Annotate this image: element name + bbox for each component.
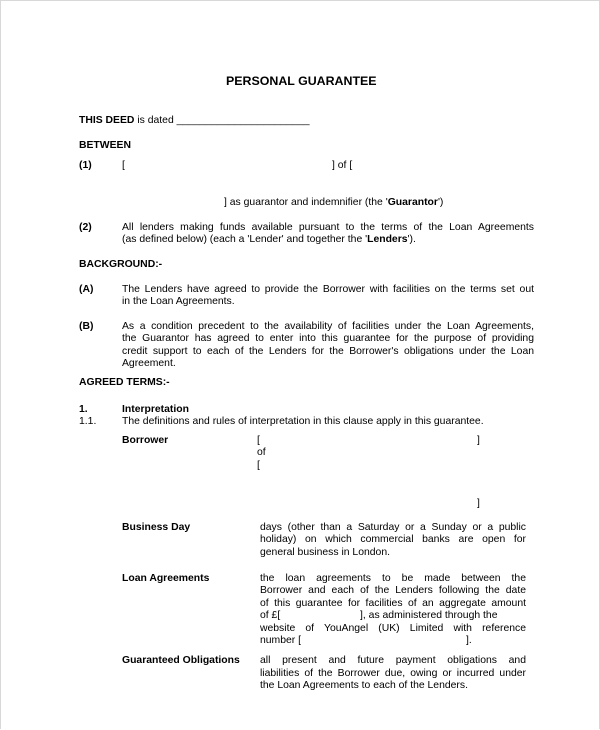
definition-term-business-day: Business Day: [122, 522, 191, 533]
borrower-bracket-open-2: [: [257, 460, 260, 471]
loan-agreements-amount-open: of £[: [260, 610, 281, 621]
deed-line: [79, 115, 310, 128]
loan-agreements-reference-close: ].: [466, 635, 472, 646]
borrower-bracket-close: ]: [477, 435, 480, 446]
section-1-title: Interpretation: [122, 404, 189, 415]
party1-of-text: ] of [: [332, 160, 353, 171]
loan-agreements-line1: the loan agreements to be made between the: [260, 573, 526, 584]
party2-line2: (as defined below) (each a 'Lender' and together the 'Lenders').: [122, 234, 416, 245]
document-title: PERSONAL GUARANTEE: [226, 74, 377, 88]
background-item-b-line4: Agreement.: [122, 358, 176, 369]
loan-agreements-line5: website of YouAngel (UK) Limited with reference: [260, 623, 526, 634]
guaranteed-obligations-line3: the Loan Agreements to each of the Lenders.: [260, 680, 468, 691]
clause-1-1-text: The definitions and rules of interpretation in this clause apply in this guarantee.: [122, 416, 484, 427]
party2-number: (2): [79, 222, 92, 233]
background-item-b-line2: the Guarantor has agreed to enter into this guarantee for the purpose of providing: [122, 333, 534, 344]
borrower-bracket-close-2: ]: [477, 498, 480, 509]
background-item-b-line3: credit support to each of the Lenders for the Borrower's obligations under the Loan: [122, 346, 534, 357]
lenders-term: Lenders: [367, 234, 408, 245]
background-item-a-line2: in the Loan Agreements.: [122, 296, 235, 307]
business-day-line1: days (other than a Saturday or a Sunday or a public: [260, 522, 526, 533]
party1-number: (1): [79, 160, 92, 171]
loan-agreements-line2: Borrower and each of the Lenders following the date: [260, 585, 526, 596]
agreed-terms-heading: AGREED TERMS:-: [79, 377, 170, 388]
definition-term-guaranteed-obligations: Guaranteed Obligations: [122, 655, 240, 666]
party2-line1: All lenders making funds available pursuant to the terms of the Loan Agreements: [122, 222, 534, 233]
background-item-b-number: (B): [79, 321, 94, 332]
borrower-of: of: [257, 447, 266, 458]
guaranteed-obligations-line2: liabilities of the Borrower due, owing or incurred under: [260, 668, 526, 679]
definition-term-borrower: Borrower: [122, 435, 169, 446]
guaranteed-obligations-line1: all present and future payment obligations and: [260, 655, 526, 666]
definition-term-loan-agreements: Loan Agreements: [122, 573, 210, 584]
background-heading: BACKGROUND:-: [79, 259, 163, 270]
section-1-number: 1.: [79, 404, 88, 415]
borrower-bracket-open: [: [257, 435, 260, 446]
deed-text: is dated _______________________: [134, 115, 310, 126]
party1-role-line: ] as guarantor and indemnifier (the 'Guarantor'): [224, 197, 444, 208]
deed-label: THIS DEED: [79, 115, 135, 126]
background-item-a-line1: The Lenders have agreed to provide the Borrower with facilities on the terms set out: [122, 284, 534, 295]
party1-name-bracket: [: [122, 160, 125, 171]
background-item-a-number: (A): [79, 284, 94, 295]
clause-1-1-number: 1.1.: [79, 416, 97, 427]
loan-agreements-amount-close: ], as administered through the: [360, 610, 498, 621]
between-heading: BETWEEN: [79, 140, 131, 151]
loan-agreements-reference-open: number [: [260, 635, 302, 646]
business-day-line2: holiday) on which commercial banks are open for: [260, 534, 526, 545]
guarantor-term: Guarantor: [387, 197, 438, 208]
loan-agreements-line3: of this guarantee for facilities of an aggregate amount: [260, 598, 526, 609]
background-item-b-line1: As a condition precedent to the availability of facilities under the Loan Agreements,: [122, 321, 534, 332]
business-day-line3: general business in London.: [260, 547, 390, 558]
